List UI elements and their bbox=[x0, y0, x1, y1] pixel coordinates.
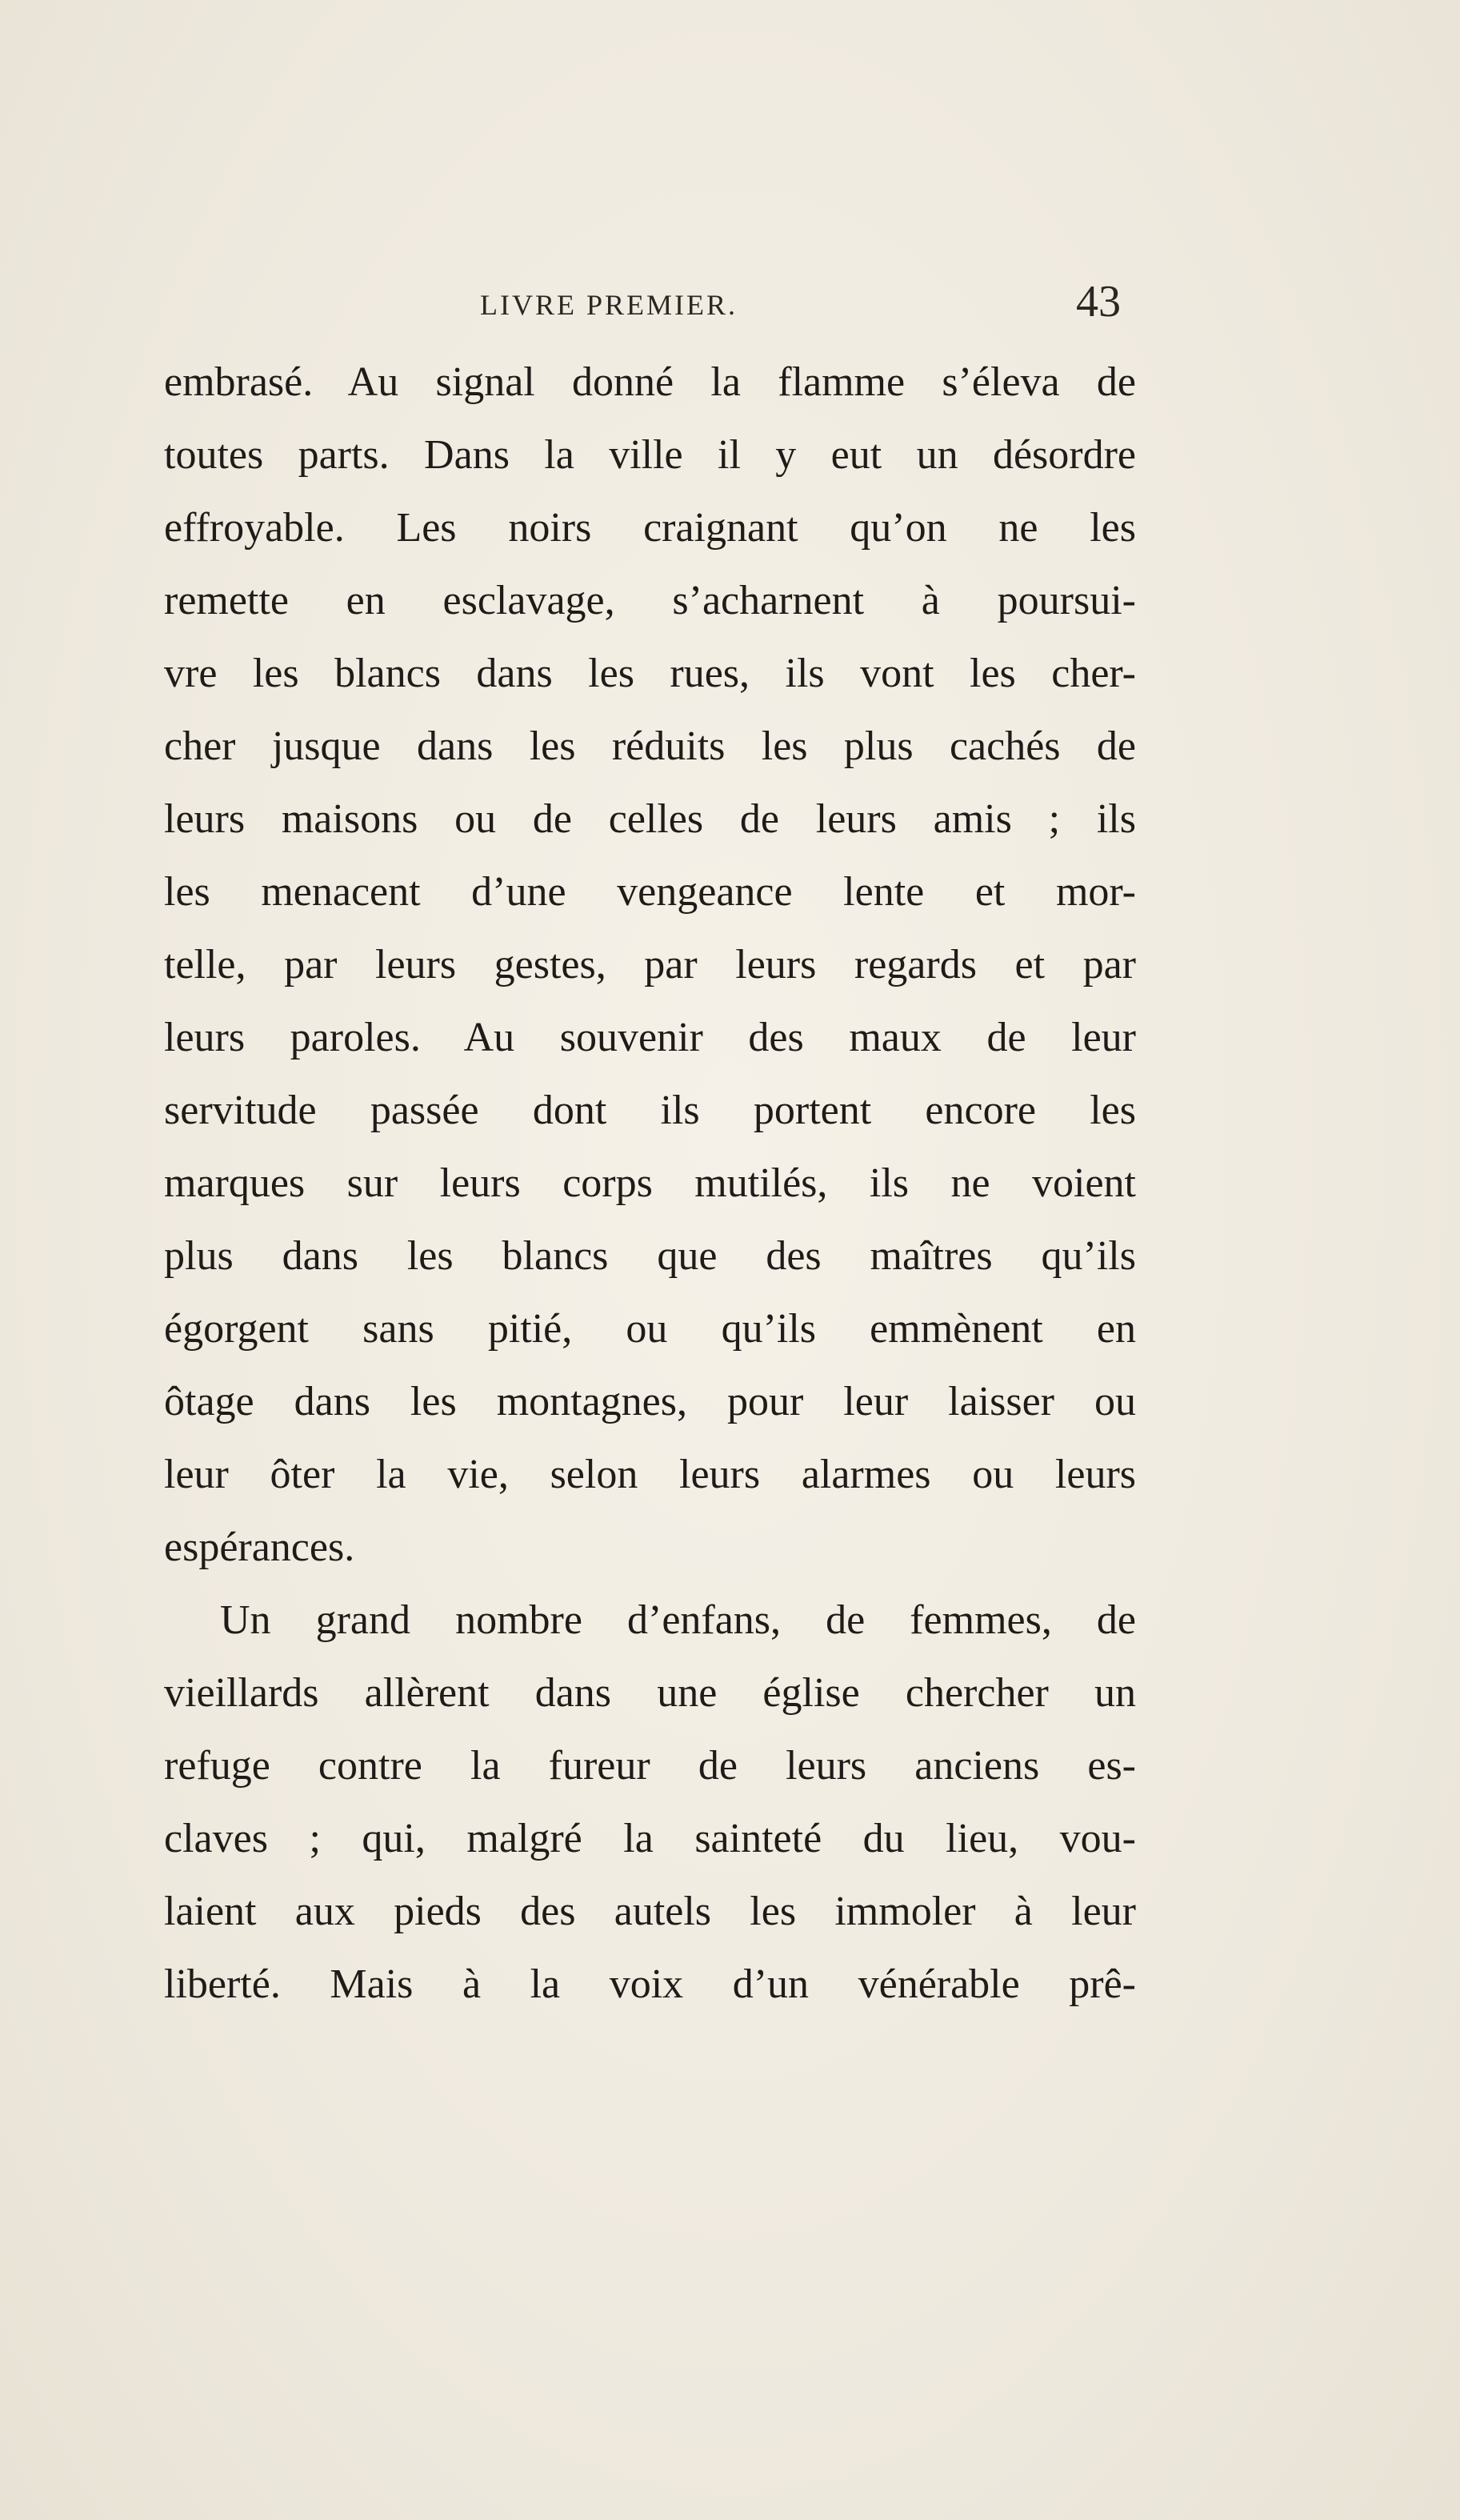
text-line: remette en esclavage, s’acharnent à poursui- bbox=[164, 578, 1136, 623]
text-line: vre les blancs dans les rues, ils vont les cher- bbox=[164, 651, 1136, 696]
text-line: les menacent d’une vengeance lente et mor- bbox=[164, 869, 1136, 915]
text-line: marques sur leurs corps mutilés, ils ne voient bbox=[164, 1160, 1136, 1206]
text-line: refuge contre la fureur de leurs anciens es- bbox=[164, 1743, 1136, 1789]
text-line: laient aux pieds des autels les immoler à leur bbox=[164, 1889, 1136, 1934]
body-text bbox=[164, 346, 1136, 2021]
text-line: embrasé. Au signal donné la flamme s’éleva de bbox=[164, 359, 1136, 405]
text-line: leur ôter la vie, selon leurs alarmes ou leurs bbox=[164, 1452, 1136, 1497]
text-line: leurs paroles. Au souvenir des maux de leur bbox=[164, 1015, 1136, 1060]
text-line: servitude passée dont ils portent encore les bbox=[164, 1088, 1136, 1133]
text-line: ôtage dans les montagnes, pour leur laisser ou bbox=[164, 1379, 1136, 1424]
text-line: égorgent sans pitié, ou qu’ils emmènent en bbox=[164, 1306, 1136, 1352]
paragraph-end-line: espérances. bbox=[164, 1524, 355, 1570]
text-line: claves ; qui, malgré la sainteté du lieu, vou- bbox=[164, 1816, 1136, 1861]
text-line: telle, par leurs gestes, par leurs regards et par bbox=[164, 942, 1136, 988]
running-head: LIVRE PREMIER. bbox=[480, 289, 738, 321]
text-line: vieillards allèrent dans une église chercher un bbox=[164, 1670, 1136, 1716]
page-number: 43 bbox=[1076, 277, 1121, 327]
paragraph-start-line: Un grand nombre d’enfans, de femmes, de bbox=[220, 1597, 1136, 1643]
text-line: toutes parts. Dans la ville il y eut un désordre bbox=[164, 432, 1136, 478]
text-line: cher jusque dans les réduits les plus cachés de bbox=[164, 723, 1136, 769]
text-line: leurs maisons ou de celles de leurs amis ; ils bbox=[164, 796, 1136, 842]
text-line: plus dans les blancs que des maîtres qu’ils bbox=[164, 1233, 1136, 1279]
text-line: liberté. Mais à la voix d’un vénérable prê- bbox=[164, 1961, 1136, 2007]
text-line: effroyable. Les noirs craignant qu’on ne les bbox=[164, 505, 1136, 551]
